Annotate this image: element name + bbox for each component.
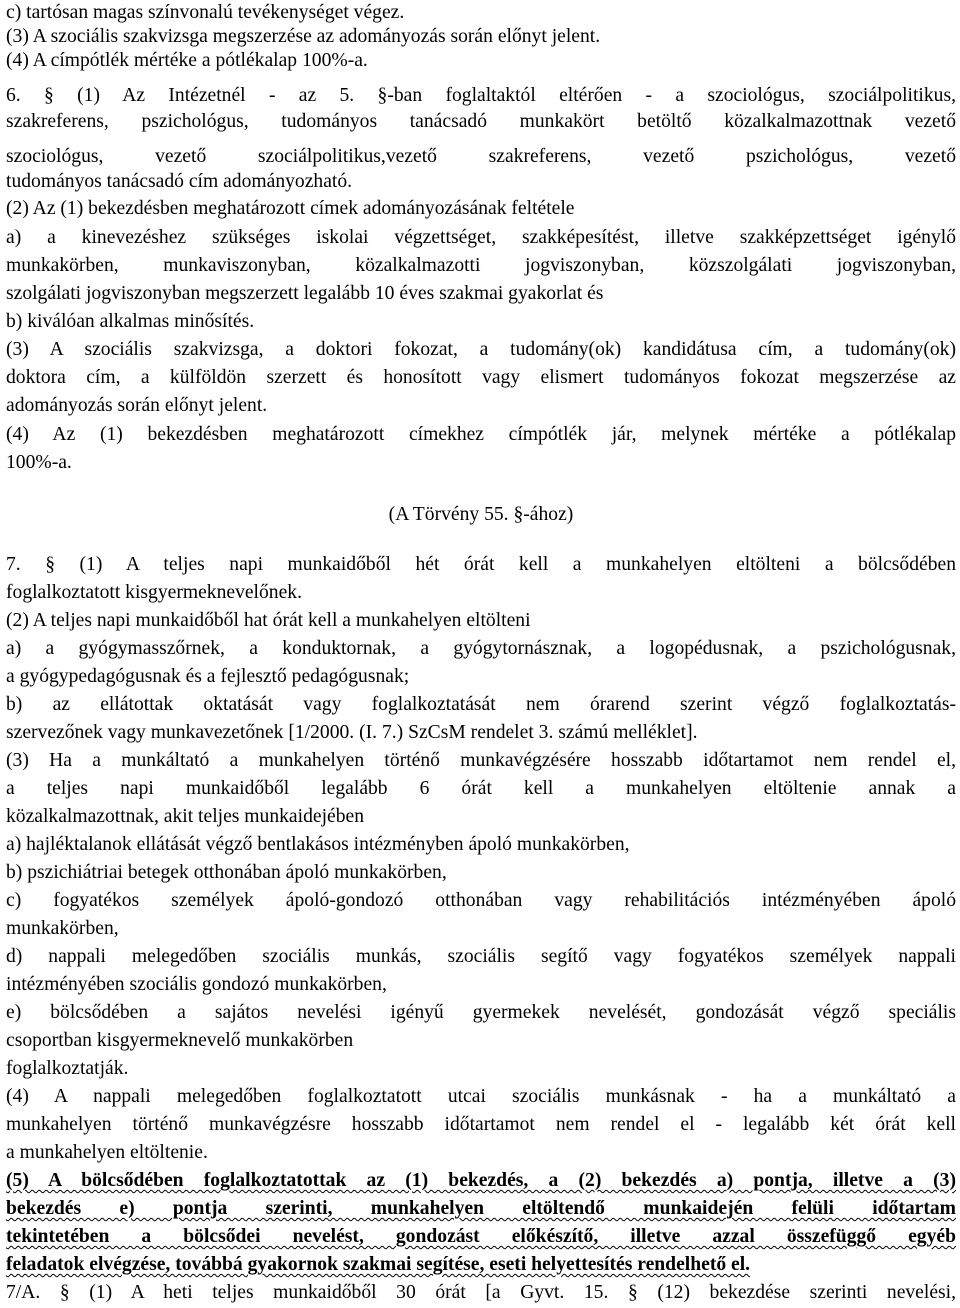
text-line: csoportban kisgyermeknevelő munkakörben	[6, 1030, 354, 1051]
text-line: a) hajléktalanok ellátását végző bentlakásos intézményben ápoló munkakörben,	[6, 834, 630, 855]
text-line: tudományos tanácsadó cím adományozható.	[6, 171, 353, 192]
text-line: e) bölcsődében a sajátos nevelési igényű gyermekek nevelését, gondozását végző speciális	[6, 1002, 956, 1023]
text-line: 7/A. § (1) A heti teljes munkaidőből 30 órát [a Gyvt. 15. § (12) bekezdése szerinti nevelési,	[6, 1282, 956, 1303]
text-line: (2) Az (1) bekezdésben meghatározott címek adományozásának feltétele	[6, 198, 575, 219]
text-line: a gyógypedagógusnak és a fejlesztő pedagógusnak;	[6, 666, 410, 687]
highlighted-text-line	[6, 1197, 956, 1221]
text-line: adományozás során előnyt jelent.	[6, 395, 268, 416]
highlighted-text-line	[6, 1253, 956, 1277]
text-line: 100%-a.	[6, 452, 72, 473]
text-line: szociológus, vezető szociálpolitikus,vezető szakreferens, vezető pszichológus, vezető	[6, 146, 956, 167]
text-line: (3) A szociális szakvizsga megszerzése az adományozás során előnyt jelent.	[6, 26, 601, 47]
text-line: a) a gyógymasszőrnek, a konduktornak, a gyógytornásznak, a logopédusnak, a pszichológusnak,	[6, 638, 956, 659]
text-line: munkahelyen történő munkavégzésre hosszabb időtartamot nem rendel el - legalább két órát kell	[6, 1114, 956, 1135]
text-line: 7. § (1) A teljes napi munkaidőből hét órát kell a munkahelyen eltölteni a bölcsődében	[6, 554, 956, 575]
text-line: (3) Ha a munkáltató a munkahelyen történő munkavégzésére hosszabb időtartamot nem rendel el,	[6, 750, 956, 771]
text-line: (4) A címpótlék mértéke a pótlékalap 100%-a.	[6, 50, 368, 71]
text-line: munkakörben,	[6, 918, 119, 939]
text-line: (2) A teljes napi munkaidőből hat órát kell a munkahelyen eltölteni	[6, 610, 531, 631]
text-line: b) kiválóan alkalmas minősítés.	[6, 311, 255, 332]
text-line: (4) Az (1) bekezdésben meghatározott címekhez címpótlék jár, melynek mértéke a pótlékalap	[6, 424, 956, 445]
text-line: (4) A nappali melegedőben foglalkoztatott utcai szociális munkásnak - ha a munkáltató a	[6, 1086, 956, 1107]
text-line: d) nappali melegedőben szociális munkás, szociális segítő vagy fogyatékos személyek nappali	[6, 946, 956, 967]
text-line: a teljes napi munkaidőből legalább 6 órát kell a munkahelyen eltöltenie annak a	[6, 778, 956, 799]
text-line: b) az ellátottak oktatását vagy foglalkoztatását nem órarend szerint végző foglalkoztatás-	[6, 694, 956, 715]
text-line: a munkahelyen eltöltenie.	[6, 1142, 208, 1163]
highlighted-text-line	[6, 1169, 956, 1193]
text-line: (3) A szociális szakvizsga, a doktori fokozat, a tudomány(ok) kandidátusa cím, a tudomány(ok)	[6, 339, 956, 360]
text-line: 6. § (1) Az Intézetnél - az 5. §-ban foglaltaktól eltérően - a szociológus, szociálpolitikus,	[6, 85, 956, 106]
text-line: foglalkoztatják.	[6, 1058, 129, 1079]
text-line: szervezőnek vagy munkavezetőnek [1/2000. (I. 7.) SzCsM rendelet 3. számú melléklet].	[6, 722, 698, 743]
section-heading: (A Törvény 55. §-ához)	[388, 504, 574, 525]
text-line: foglalkoztatott kisgyermeknevelőnek.	[6, 582, 302, 603]
text-line: intézményében szociális gondozó munkakörben,	[6, 974, 387, 995]
text-line: c) tartósan magas színvonalú tevékenységet végez.	[6, 2, 405, 23]
highlighted-text: bekezdés e) pontja szerinti, munkahelyen eltöltendő munkaidején felüli időtartam	[6, 1198, 956, 1219]
text-line: szolgálati jogviszonyban megszerzett legalább 10 éves szakmai gyakorlat és	[6, 283, 604, 304]
highlighted-text: tekintetében a bölcsődei nevelést, gondozást előkészítő, illetve azzal összefüggő egyéb	[6, 1226, 956, 1247]
highlighted-text: (5) A bölcsődében foglalkoztatottak az (1) bekezdés, a (2) bekezdés a) pontja, illetve a (3)	[6, 1170, 956, 1191]
highlighted-text-line	[6, 1225, 956, 1249]
text-line: a) a kinevezéshez szükséges iskolai végzettséget, szakképesítést, illetve szakképzettséget igénylő	[6, 227, 956, 248]
text-line: b) pszichiátriai betegek otthonában ápoló munkakörben,	[6, 862, 447, 883]
text-line: szakreferens, pszichológus, tudományos tanácsadó munkakört betöltő közalkalmazottnak vezető	[6, 111, 956, 132]
text-line: c) fogyatékos személyek ápoló-gondozó otthonában vagy rehabilitációs intézményében ápoló	[6, 890, 956, 911]
text-line: közalkalmazottnak, akit teljes munkaidejében	[6, 806, 364, 827]
highlighted-text: feladatok elvégzése, továbbá gyakornok szakmai segítése, eseti helyettesítés rendelhető el.	[6, 1254, 751, 1275]
text-line: doktora cím, a külföldön szerzett és honosított vagy elismert tudományos fokozat megszerzése az	[6, 367, 956, 388]
text-line: munkakörben, munkaviszonyban, közalkalmazotti jogviszonyban, közszolgálati jogviszonyban,	[6, 255, 956, 276]
